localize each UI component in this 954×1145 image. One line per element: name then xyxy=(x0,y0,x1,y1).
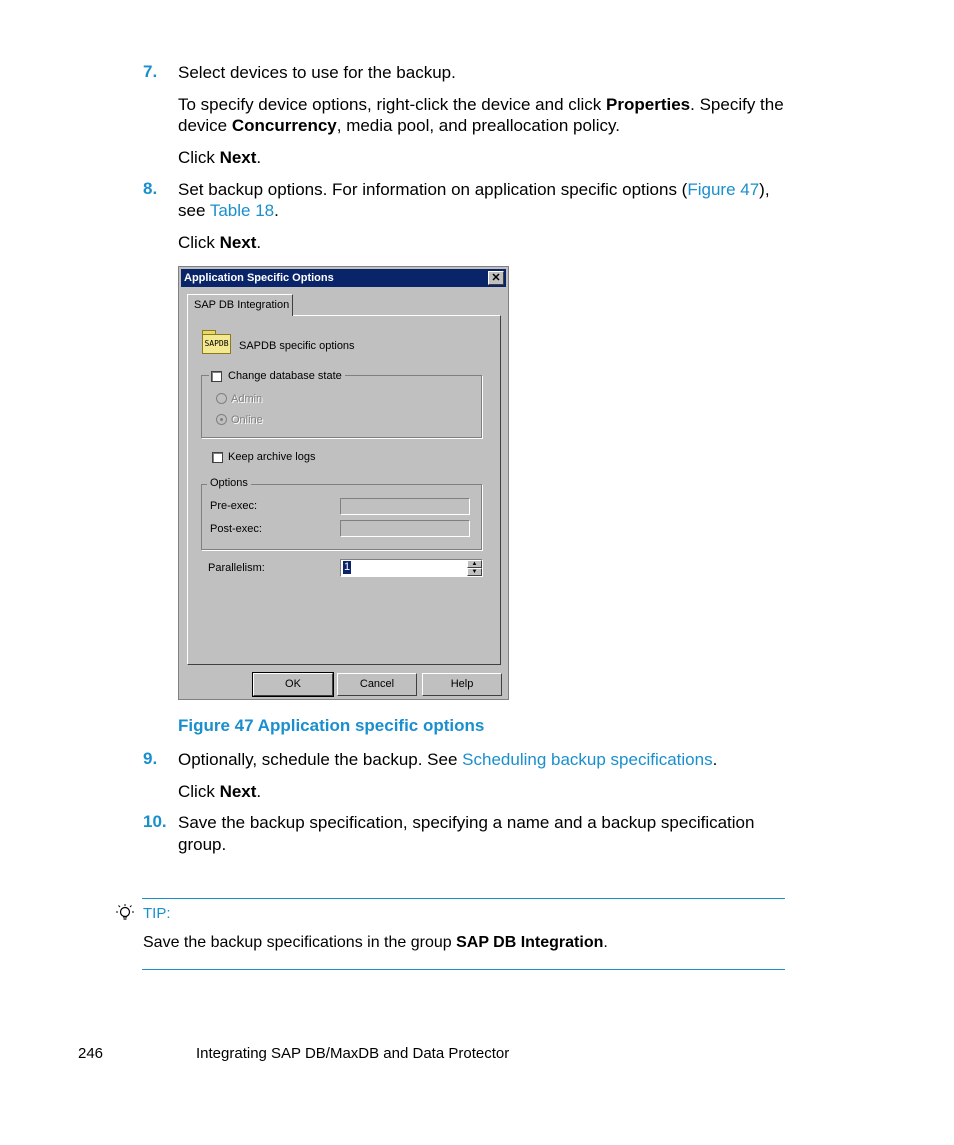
footer-title: Integrating SAP DB/MaxDB and Data Protector xyxy=(196,1045,510,1062)
step-8-text-c: see xyxy=(178,201,210,220)
step-7-p1d: device xyxy=(178,116,232,135)
click-text: Click xyxy=(178,782,220,801)
step-8-text-a: Set backup options. For information on application specific options ( xyxy=(178,180,688,199)
step-7-p1f: , media pool, and preallocation policy. xyxy=(336,116,620,135)
step-7-p1a: To specify device options, right-click the device and click xyxy=(178,95,607,114)
options-group xyxy=(201,484,482,550)
folder-label: SAPDB xyxy=(202,334,231,354)
tip-top-rule xyxy=(142,898,785,899)
post-exec-label: Post-exec: xyxy=(210,523,262,535)
period: . xyxy=(256,148,262,167)
online-radio[interactable] xyxy=(216,414,227,425)
parallelism-value: 1 xyxy=(344,561,351,573)
period: . xyxy=(256,782,262,801)
next-text: Next xyxy=(219,782,257,801)
tab-label: SAP DB Integration xyxy=(194,299,290,311)
step-10-number: 10. xyxy=(143,812,167,831)
pre-exec-label: Pre-exec: xyxy=(210,500,258,512)
parallelism-spinner[interactable] xyxy=(340,559,483,577)
sapdb-options-header: SAPDB specific options xyxy=(239,340,355,352)
pre-exec-input[interactable] xyxy=(340,498,470,515)
step-8-click-next xyxy=(178,232,261,253)
step-8-text-b: ), xyxy=(759,180,770,199)
tip-text-b: SAP DB Integration xyxy=(456,934,604,951)
spin-down-icon[interactable]: ▼ xyxy=(467,568,482,576)
step-10-line-2: group. xyxy=(178,835,227,854)
ok-button[interactable]: OK xyxy=(253,673,333,696)
step-9-text-b: . xyxy=(712,750,718,769)
step-10-line-1: Save the backup specification, specifying a name and a backup specification xyxy=(178,813,755,832)
post-exec-input[interactable] xyxy=(340,520,470,537)
step-8-text-d: . xyxy=(274,201,279,220)
online-label: Online xyxy=(231,414,263,426)
step-7-paragraph xyxy=(178,94,798,136)
dialog-title: Application Specific Options xyxy=(184,272,334,284)
click-text: Click xyxy=(178,233,220,252)
folder-icon xyxy=(202,330,231,354)
tip-text-c: . xyxy=(603,934,608,951)
click-text: Click xyxy=(178,148,220,167)
step-7-number: 7. xyxy=(143,62,158,81)
step-7-text: Select devices to use for the backup. xyxy=(178,63,456,82)
admin-radio[interactable] xyxy=(216,393,227,404)
change-state-label: Change database state xyxy=(228,370,342,382)
options-group-label: Options xyxy=(207,477,251,490)
scheduling-link[interactable]: Scheduling backup specifications xyxy=(462,750,713,769)
step-8-paragraph xyxy=(178,179,798,221)
step-9-paragraph xyxy=(178,749,717,770)
step-7-click-next xyxy=(178,147,261,168)
step-9-number: 9. xyxy=(143,749,158,768)
tip-text-a: Save the backup specifications in the group xyxy=(143,934,457,951)
tab-sap-db-integration[interactable] xyxy=(187,294,293,316)
close-icon[interactable]: ✕ xyxy=(488,271,504,285)
spin-up-icon[interactable]: ▲ xyxy=(467,560,482,568)
application-specific-options-dialog xyxy=(178,266,509,700)
figure-caption: Figure 47 Application specific options xyxy=(178,716,485,735)
step-7-properties: Properties xyxy=(606,95,691,114)
keep-archive-logs-checkbox[interactable] xyxy=(212,452,223,463)
period: . xyxy=(256,233,262,252)
dialog-title-bar xyxy=(181,269,506,287)
cancel-button[interactable]: Cancel xyxy=(337,673,417,696)
change-state-group xyxy=(201,375,482,438)
page-number: 246 xyxy=(78,1045,104,1062)
next-text: Next xyxy=(219,233,257,252)
keep-archive-logs-label: Keep archive logs xyxy=(228,451,316,463)
step-8-number: 8. xyxy=(143,179,158,198)
table-18-link[interactable]: Table 18 xyxy=(209,201,275,220)
step-9-click-next xyxy=(178,781,261,802)
help-button[interactable]: Help xyxy=(422,673,502,696)
change-state-checkbox[interactable] xyxy=(211,371,222,382)
step-9-text-a: Optionally, schedule the backup. See xyxy=(178,750,463,769)
step-7-p1c: . Specify the xyxy=(690,95,784,114)
tip-bottom-rule xyxy=(142,969,785,970)
admin-label: Admin xyxy=(231,393,263,405)
lightbulb-icon xyxy=(115,903,135,923)
parallelism-label: Parallelism: xyxy=(208,562,265,574)
step-7-concurrency: Concurrency xyxy=(231,116,337,135)
tip-text xyxy=(143,933,608,953)
figure-47-link[interactable]: Figure 47 xyxy=(687,180,760,199)
next-text: Next xyxy=(219,148,257,167)
tip-label: TIP: xyxy=(143,905,171,922)
change-state-header xyxy=(209,368,345,384)
